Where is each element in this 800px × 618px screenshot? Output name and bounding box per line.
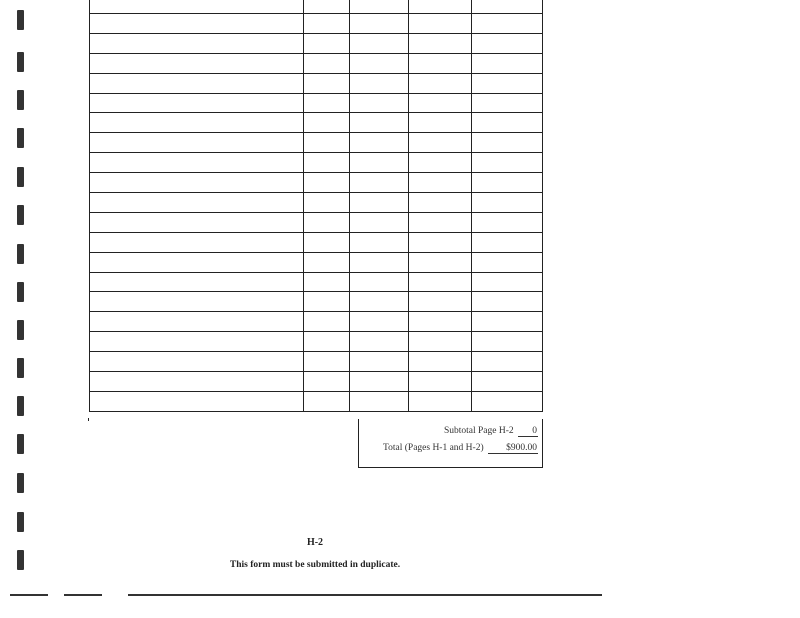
table-cell [90,153,304,173]
table-row [90,372,543,392]
table-cell [350,391,409,411]
table-cell [350,193,409,213]
table-cell [350,73,409,93]
table-cell [350,212,409,232]
table-cell [90,332,304,352]
table-cell [90,53,304,73]
table-cell [350,133,409,153]
total-value: $900.00 [488,443,538,454]
table-cell [304,312,350,332]
table-cell [90,232,304,252]
table-cell [304,33,350,53]
table-cell [472,193,543,213]
table-cell [90,352,304,372]
table-cell [350,93,409,113]
table-cell [409,352,472,372]
table-cell [304,232,350,252]
expense-grid [89,0,542,412]
table-row [90,292,543,312]
table-cell [409,93,472,113]
binder-holes [17,0,25,618]
binder-hole [17,473,24,493]
table-row [90,212,543,232]
table-cell [409,193,472,213]
table-cell [304,93,350,113]
table-cell [409,312,472,332]
table-cell [350,272,409,292]
table-cell [409,73,472,93]
table-cell [472,292,543,312]
binder-hole [17,320,24,340]
bottom-rule [128,594,602,596]
table-cell [350,173,409,193]
table-row [90,391,543,411]
table-cell [304,372,350,392]
table-cell [350,312,409,332]
page-number: H-2 [306,537,324,548]
expense-table [89,0,543,412]
table-cell [350,232,409,252]
table-cell [304,332,350,352]
table-cell [472,33,543,53]
table-cell [350,53,409,73]
subtotal-label: Subtotal Page H-2 [443,426,514,436]
table-cell [472,133,543,153]
table-cell [90,0,304,14]
footer-note: This form must be submitted in duplicate. [229,560,401,570]
table-cell [409,33,472,53]
table-cell [409,252,472,272]
table-cell [409,53,472,73]
table-cell [472,372,543,392]
table-cell [472,53,543,73]
total-label: Total (Pages H-1 and H-2) [382,443,484,453]
table-cell [472,352,543,372]
table-cell [409,372,472,392]
table-row [90,133,543,153]
table-cell [350,252,409,272]
table-cell [409,0,472,14]
table-cell [472,93,543,113]
table-cell [350,372,409,392]
table-cell [472,212,543,232]
table-cell [304,292,350,312]
total-row [383,443,538,454]
table-row [90,113,543,133]
binder-hole [17,52,24,72]
table-cell [472,312,543,332]
table-row [90,0,543,14]
table-cell [304,193,350,213]
subtotal-row [444,426,538,437]
table-cell [90,173,304,193]
table-cell [472,332,543,352]
table-row [90,73,543,93]
table-cell [304,14,350,34]
table-cell [304,133,350,153]
table-cell [90,391,304,411]
table-cell [472,232,543,252]
table-cell [90,73,304,93]
table-cell [472,113,543,133]
table-cell [304,352,350,372]
table-cell [472,391,543,411]
table-row [90,352,543,372]
binder-hole [17,434,24,454]
table-cell [304,212,350,232]
table-row [90,33,543,53]
binder-hole [17,244,24,264]
table-cell [304,173,350,193]
table-cell [409,391,472,411]
table-cell [472,153,543,173]
table-cell [90,193,304,213]
binder-hole [17,396,24,416]
binder-hole [17,205,24,225]
table-cell [409,153,472,173]
grid-edge [88,418,89,421]
binder-hole [17,167,24,187]
table-cell [90,93,304,113]
table-cell [90,33,304,53]
binder-hole [17,512,24,532]
table-cell [90,14,304,34]
table-cell [350,14,409,34]
table-cell [472,272,543,292]
binder-hole [17,282,24,302]
table-cell [304,391,350,411]
binder-hole [17,128,24,148]
table-row [90,312,543,332]
table-cell [90,372,304,392]
table-cell [90,272,304,292]
table-cell [409,113,472,133]
table-cell [304,73,350,93]
table-cell [304,0,350,14]
table-row [90,14,543,34]
binder-hole [17,10,24,30]
table-cell [409,212,472,232]
table-row [90,53,543,73]
table-cell [350,33,409,53]
table-row [90,193,543,213]
table-cell [409,133,472,153]
table-cell [90,312,304,332]
table-cell [409,272,472,292]
table-cell [350,352,409,372]
table-cell [90,212,304,232]
table-cell [409,232,472,252]
table-cell [350,153,409,173]
table-row [90,232,543,252]
table-cell [472,173,543,193]
table-cell [304,153,350,173]
table-row [90,173,543,193]
table-cell [409,173,472,193]
table-row [90,272,543,292]
table-cell [350,292,409,312]
table-cell [409,332,472,352]
table-cell [90,113,304,133]
table-cell [409,292,472,312]
table-cell [304,113,350,133]
binder-hole [17,358,24,378]
bottom-rule [64,594,102,596]
table-cell [304,272,350,292]
table-cell [304,53,350,73]
table-cell [350,332,409,352]
table-cell [304,252,350,272]
table-cell [90,133,304,153]
table-cell [472,252,543,272]
binder-hole [17,90,24,110]
table-row [90,93,543,113]
table-cell [90,252,304,272]
table-cell [350,0,409,14]
table-cell [472,14,543,34]
table-cell [350,113,409,133]
table-cell [90,292,304,312]
table-row [90,252,543,272]
subtotal-value: 0 [518,426,538,437]
table-row [90,153,543,173]
bottom-rule [10,594,48,596]
table-cell [472,0,543,14]
table-cell [472,73,543,93]
table-row [90,332,543,352]
totals-box [358,419,543,468]
table-cell [409,14,472,34]
